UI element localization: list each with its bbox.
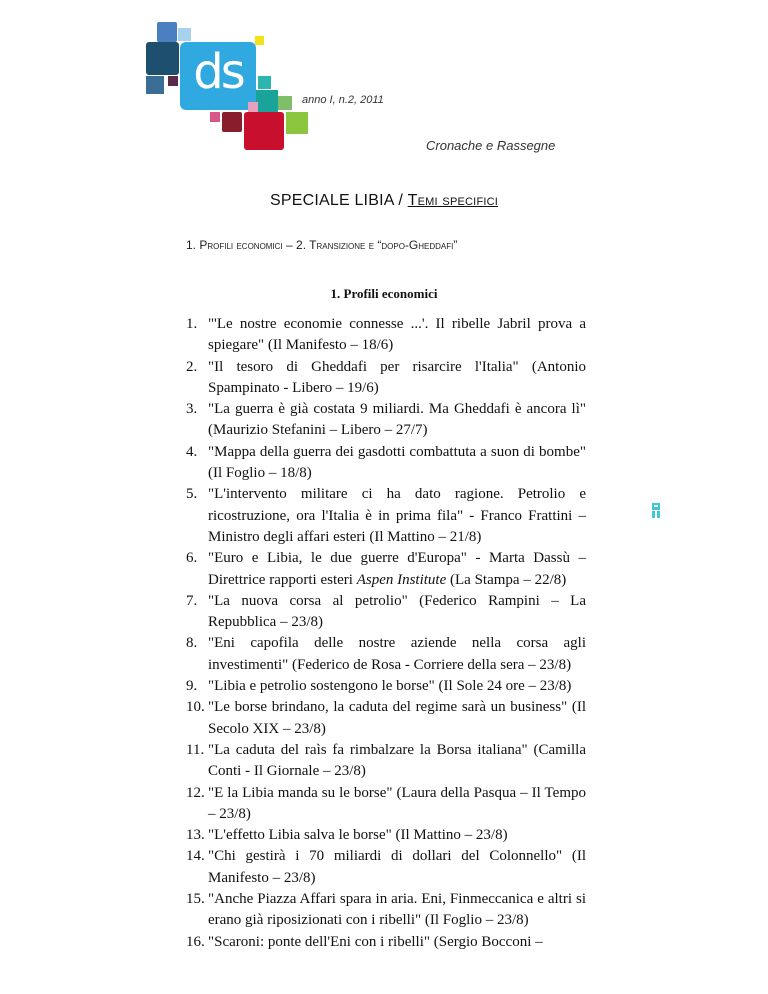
list-item: 8. "Eni capofila delle nostre aziende nella corsa agli investimenti" (Federico de Rosa - Corriere della sera – 23/8) [186, 635, 586, 673]
list-item: 15. "Anche Piazza Affari spara in aria. Eni, Finmeccanica e altri si erano già riposizionati con i ribelli" (Il Foglio – 23/8) [186, 891, 586, 929]
list-item: 2. "Il tesoro di Gheddafi per risarcire l'Italia" (Antonio Spampinato - Libero – 19/6) [186, 358, 586, 396]
magazine-logo [140, 18, 300, 154]
title-sub: Temi specifici [407, 192, 499, 209]
list-item: 16. "Scaroni: ponte dell'Eni con i ribelli" (Sergio Bocconi – [186, 933, 543, 950]
list-item: 11. "La caduta del raìs fa rimbalzare la Borsa italiana" (Camilla Conti - Il Giornale – 23/8) [186, 741, 586, 780]
list-item: 10. "Le borse brindano, la caduta del regime sarà un business" (Il Secolo XIX – 23/8) [186, 699, 586, 737]
page-marker-icon [652, 503, 660, 518]
title-main: SPECIALE LIBIA / [269, 192, 408, 209]
institute-name: Aspen Institute [356, 571, 447, 588]
list-item: 1. "'Le nostre economie connesse ...'. Il ribelle Jabril prova a spiegare" (Il Manifesto – 18/6) [186, 316, 586, 354]
list-item: 12. "E la Libia manda su le borse" (Laura della Pasqua – Il Tempo – 23/8) [186, 784, 586, 822]
list-item: 3. "La guerra è già costata 9 miliardi. Ma Gheddafi è ancora lì" (Maurizio Stefanini – Libero – 27/7) [186, 401, 586, 439]
list-item: 14. "Chi gestirà i 70 miliardi di dollari del Colonnello" (Il Manifesto – 23/8) [186, 848, 586, 886]
issue-label: anno I, n.2, 2011 [302, 94, 384, 106]
list-item: 9. "Libia e petrolio sostengono le borse" (Il Sole 24 ore – 23/8) [186, 678, 572, 695]
section-label: Cronache e Rassegne [426, 138, 556, 153]
list-item: 4. "Mappa della guerra dei gasdotti combattuta a suon di bombe" (Il Foglio – 18/8) [186, 443, 586, 482]
list-item: 6. "Euro e Libia, le due guerre d'Europa" - Marta Dassù – Direttrice rapporti esteri Aspen Institute (La Stampa – 22/8) [186, 550, 586, 588]
list-item: 7. "La nuova corsa al petrolio" (Federico Rampini – La Repubblica – 23/8) [186, 592, 586, 631]
list-item: 13. "L'effetto Libia salva le borse" (Il Mattino – 23/8) [186, 827, 508, 844]
contents-line: 1. Profili economici – 2. Transizione e “dopo-Gheddafi” [186, 238, 458, 252]
page-title [0, 192, 768, 210]
logo-text: ds [193, 44, 243, 100]
section-heading: 1. Profili economici [330, 286, 438, 301]
list-item: 5. "L'intervento militare ci ha dato ragione. Petrolio e ricostruzione, ora l'Italia è in prima fila" - Franco Frattini – Ministro degli affari esteri (Il Mattino – 21/8) [186, 486, 586, 545]
article-list [186, 314, 586, 953]
